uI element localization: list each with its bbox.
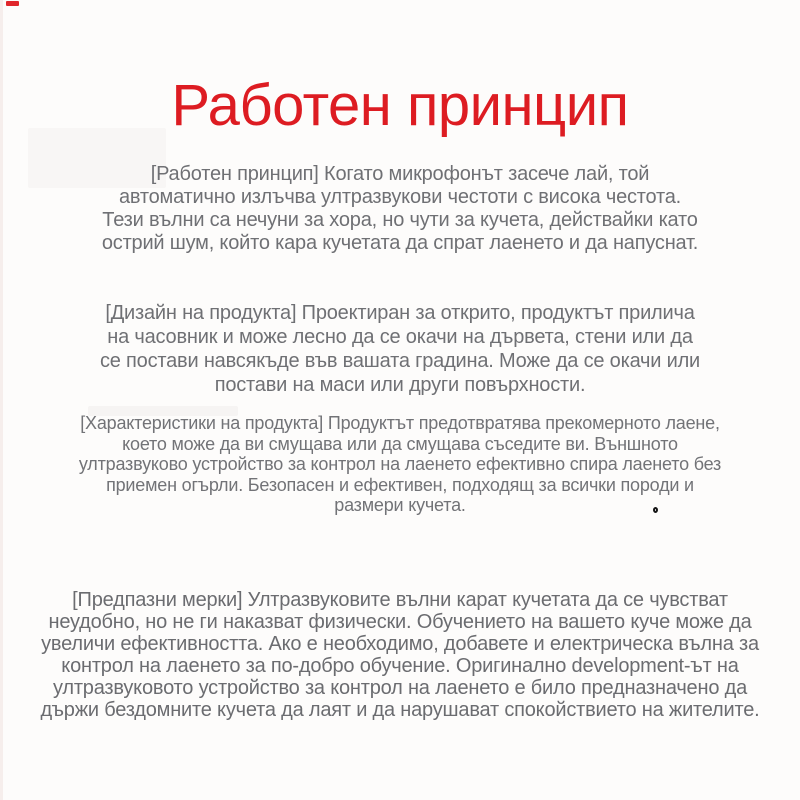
text-line: размери кучета. — [334, 495, 466, 515]
text-line: [Работен принцип] Когато микрофонът засече лай, той — [150, 163, 650, 185]
text-line: което може да ви смущава или да смущава съседите ви. Външното — [122, 433, 678, 454]
text-line: ултразвуковото устройство за контрол на лаенето е било предназначено да — [53, 677, 747, 699]
text-line: острий шум, който кара кучетата да спрат лаенето и да напуснат. — [101, 232, 699, 254]
page-title: Работен принцип — [171, 72, 629, 138]
section-precautions — [0, 589, 800, 721]
text-line: Тези вълни са нечуни за хора, но чути за кучета, действайки като — [102, 209, 698, 231]
text-line: [Предпазни мерки] Ултразвуковите вълни карат кучетата да се чувстват — [72, 589, 728, 611]
text-line: [Характеристики на продукта] Продуктът предотвратява прекомерното лаене, — [80, 413, 720, 433]
text-line: автоматично излъчва ултразвукови честоти с висока честота. — [118, 186, 682, 208]
text-line: приемен огърли. Безопасен и ефективен, подходящ за всички породи и — [106, 474, 694, 495]
text-line: [Дизайн на продукта] Проектиран за открито, продуктът прилича — [105, 302, 695, 324]
text-line: контрол на лаенето за по-добро обучение. Оригинално development-ът на — [61, 655, 739, 677]
text-line: се постави навсякъде във вашата градина. Може да се окачи или — [99, 350, 701, 372]
section-product-features — [0, 413, 800, 516]
text-line: ултразвуково устройство за контрол на лаенето ефективно спира лаенето без — [78, 454, 722, 474]
section-product-design — [0, 301, 800, 397]
text-line: държи бездомните кучета да лаят и да нарушават спокойствието на жителите. — [40, 699, 760, 721]
ink-dot-artifact — [653, 507, 658, 513]
text-line: увеличи ефективността. Ако е необходимо, добавете и електрическа вълна за — [41, 633, 759, 655]
section-working-principle — [0, 163, 800, 255]
text-line: на часовник и може лесно да се окачи на дървета, стени или да — [107, 326, 693, 348]
text-line: неудобно, но не ги наказват физически. Обучението на вашето куче може да — [48, 611, 752, 633]
text-line: постави на маси или други повърхности. — [214, 374, 586, 396]
red-mark-artifact — [6, 1, 19, 6]
